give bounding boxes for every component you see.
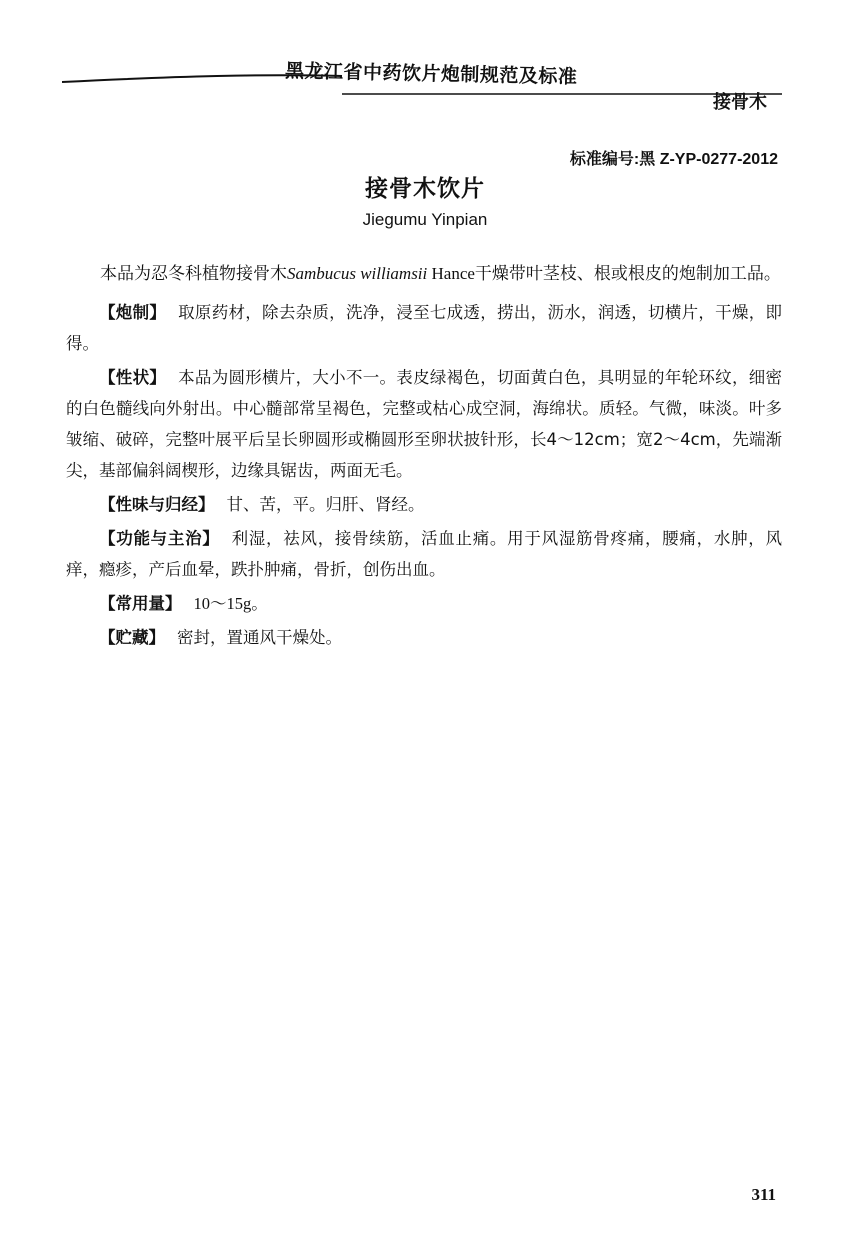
section-text: 甘、苦，平。归肝、肾经。 <box>226 495 425 514</box>
section-label: 【常用量】 <box>99 594 182 613</box>
section-text: 取原药材，除去杂质，洗净，浸至七成透，捞出，沥水，润透，切横片，干燥，即得。 <box>66 303 783 353</box>
latin-name: Sambucus williamsii <box>287 264 428 283</box>
section-processing <box>66 297 782 359</box>
monograph-body <box>66 258 782 656</box>
section-label: 【功能与主治】 <box>99 529 220 548</box>
running-header-entry: 接骨木 <box>713 92 767 113</box>
intro-paragraph <box>66 258 782 290</box>
section-storage <box>66 622 782 653</box>
section-label: 【性状】 <box>99 368 167 387</box>
standard-code: 标准编号:黑 Z-YP-0277-2012 <box>569 151 778 168</box>
page-title: 接骨木饮片 <box>365 176 485 202</box>
section-text: 本品为圆形横片，大小不一。表皮绿褐色，切面黄白色，具明显的年轮环纹，细密的白色髓线向外射出。中心髓部常呈褐色，完整或枯心成空洞，海绵状。质轻。气微，味淡。叶多皱缩、破碎，完整叶展平后呈长卵圆形或椭圆形至卵状披针形，长4～12cm；宽2～4cm，先端渐尖，基部偏斜阔楔形，边缘具锯齿，两面无毛。 <box>66 368 783 480</box>
section-nature-meridian <box>66 489 782 520</box>
section-text: 10～15g。 <box>193 594 268 613</box>
section-description <box>66 362 782 486</box>
intro-text-start: 本品为忍冬科植物接骨木 <box>100 264 287 284</box>
section-text: 利湿，祛风，接骨续筋，活血止痛。用于风湿筋骨疼痛，腰痛，水肿，风痒，瘾疹，产后血晕，跌扑肿痛，骨折，创伤出血。 <box>66 529 783 579</box>
section-dosage <box>66 588 782 619</box>
section-label: 【性味与归经】 <box>99 495 215 514</box>
page-title-pinyin: Jiegumu Yinpian <box>362 210 488 229</box>
section-label: 【炮制】 <box>99 303 167 322</box>
page-number: 311 <box>751 1185 776 1204</box>
section-function-indication <box>66 523 782 585</box>
section-label: 【贮藏】 <box>99 628 165 647</box>
section-text: 密封，置通风干燥处。 <box>177 628 342 647</box>
running-header-book-title: 黑龙江省中药饮片炮制规范及标准 <box>284 60 578 89</box>
intro-text-end: Hance干燥带叶茎枝、根或根皮的炮制加工品。 <box>427 264 781 283</box>
